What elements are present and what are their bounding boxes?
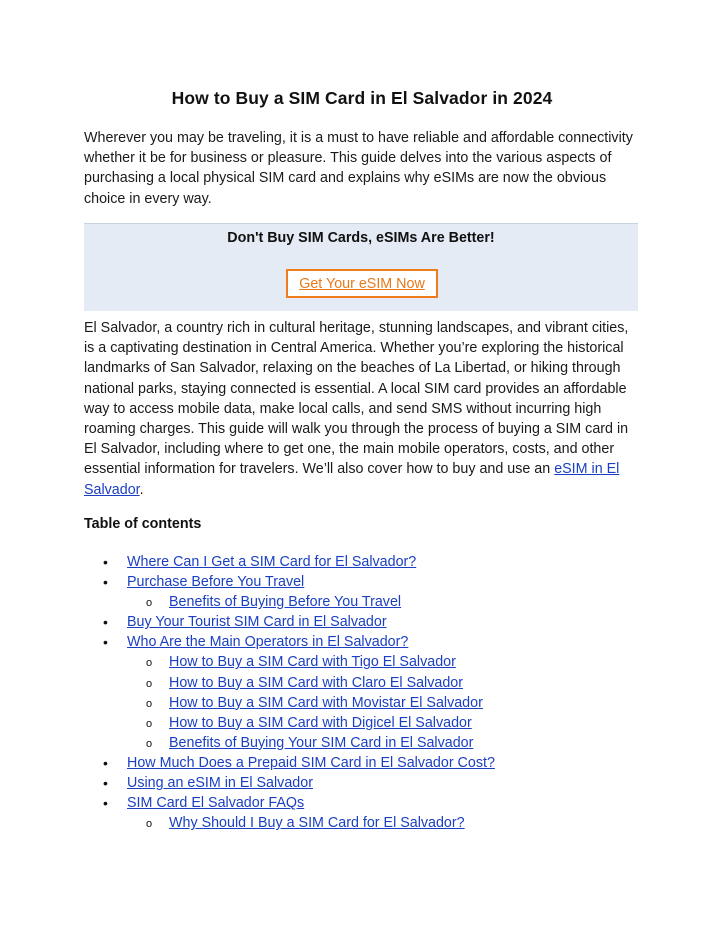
toc-subitem: [84, 652, 640, 672]
esim-el-salvador-link[interactable]: eSIM in El Salvador: [84, 461, 620, 498]
bullet-icon: •: [103, 634, 108, 651]
toc-subitem: [84, 673, 640, 693]
toc-link-using-esim[interactable]: Using an eSIM in El Salvador: [127, 775, 313, 792]
circle-bullet-icon: o: [146, 677, 153, 690]
bullet-icon: •: [103, 795, 108, 812]
toc-link-faqs[interactable]: SIM Card El Salvador FAQs: [127, 795, 305, 812]
circle-bullet-icon: o: [146, 597, 153, 610]
toc-link-where-to-get[interactable]: Where Can I Get a SIM Card for El Salvador?: [127, 554, 417, 570]
toc-item: [84, 753, 640, 773]
toc-subitem: [84, 813, 640, 833]
bullet-icon: •: [103, 775, 108, 792]
intro-paragraph: Wherever you may be traveling, it is a must to have reliable and affordable connectivity whether it be for business or pleasure. This guide delves into the various aspects of purchasing a local physical SIM card and explains why eSIMs are now the obvious choice in every way.: [84, 130, 633, 207]
body-text-end: .: [139, 481, 144, 498]
toc-item: [84, 793, 640, 813]
toc-subitem: [84, 713, 640, 733]
toc-link-claro[interactable]: How to Buy a SIM Card with Claro El Salvador: [169, 674, 463, 691]
toc-item: [84, 612, 640, 632]
esim-callout-box: [84, 223, 638, 311]
circle-bullet-icon: o: [146, 737, 153, 750]
toc-item: [84, 572, 640, 592]
body-paragraph: [84, 318, 640, 500]
table-of-contents: [84, 552, 640, 833]
toc-subitem: [84, 733, 640, 753]
toc-link-why-buy[interactable]: Why Should I Buy a SIM Card for El Salvador?: [169, 815, 465, 832]
circle-bullet-icon: o: [146, 657, 153, 670]
get-esim-button-label[interactable]: Get Your eSIM Now: [299, 275, 425, 292]
toc-item: [84, 632, 640, 652]
toc-link-benefits-in-country[interactable]: Benefits of Buying Your SIM Card in El Salvador: [169, 734, 474, 751]
circle-bullet-icon: o: [146, 717, 153, 730]
circle-bullet-icon: o: [146, 818, 153, 831]
toc-item: [84, 773, 640, 793]
get-esim-button[interactable]: [286, 269, 438, 298]
bullet-icon: •: [103, 614, 108, 631]
toc-link-purchase-before[interactable]: Purchase Before You Travel: [127, 574, 305, 591]
toc-link-digicel[interactable]: How to Buy a SIM Card with Digicel El Salvador: [169, 714, 472, 731]
bullet-icon: •: [103, 574, 108, 591]
toc-link-prepaid-cost[interactable]: How Much Does a Prepaid SIM Card in El Salvador Cost?: [127, 754, 495, 771]
toc-link-tigo[interactable]: How to Buy a SIM Card with Tigo El Salvador: [169, 654, 456, 671]
bullet-icon: •: [103, 754, 108, 771]
circle-bullet-icon: o: [146, 697, 153, 710]
toc-link-main-operators[interactable]: Who Are the Main Operators in El Salvador?: [127, 634, 409, 651]
toc-subitem: [84, 693, 640, 713]
toc-link-buy-tourist-sim[interactable]: Buy Your Tourist SIM Card in El Salvador: [127, 614, 387, 631]
toc-link-movistar[interactable]: How to Buy a SIM Card with Movistar El Salvador: [169, 694, 483, 711]
toc-subitem: [84, 592, 640, 612]
toc-item: [84, 552, 640, 572]
page-title: How to Buy a SIM Card in El Salvador in 2024: [171, 88, 553, 108]
callout-heading: Don't Buy SIM Cards, eSIMs Are Better!: [227, 230, 495, 246]
bullet-icon: •: [103, 554, 108, 570]
body-text: El Salvador, a country rich in cultural heritage, stunning landscapes, and vibrant cities, is a captivating destination in Central America. Whether you’re exploring the historical landmarks of San Salvador, relaxing on the beaches of La Libertad, or hiking through national parks, staying connected is essential. A local SIM card provides an affordable way to access mobile data, make local calls, and send SMS without incurring high roaming charges. This guide will walk you through the process of buying a SIM card in El Salvador, including where to get one, the main mobile operators, costs, and other essential information for travelers. We’ll also cover how to buy and use an: [84, 320, 629, 478]
toc-link-benefits-before[interactable]: Benefits of Buying Before You Travel: [169, 594, 402, 611]
toc-heading: Table of contents: [84, 516, 202, 532]
